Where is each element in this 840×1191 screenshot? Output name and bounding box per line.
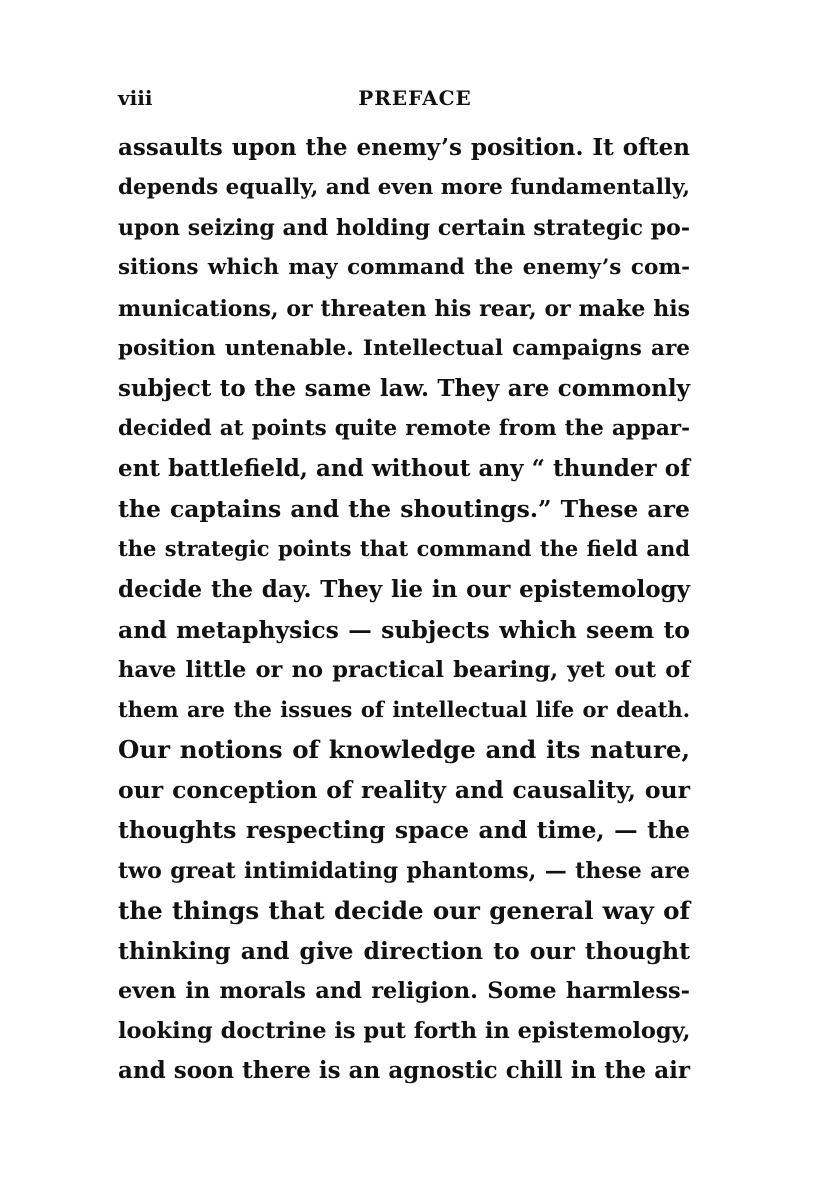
text-line: have little or no practical bearing, yet out of xyxy=(118,656,690,683)
text-line: thoughts respecting space and time, — the xyxy=(118,816,690,845)
text-line: even in morals and religion. Some harmless- xyxy=(118,977,690,1004)
text-line: decide the day. They lie in our epistemology xyxy=(118,575,690,603)
text-line: position untenable. Intellectual campaigns are xyxy=(118,335,690,361)
text-line: ent battlefield, and without any “ thunder of xyxy=(118,455,690,483)
text-line: sitions which may command the enemy’s com- xyxy=(118,255,690,281)
text-line: and metaphysics — subjects which seem to xyxy=(118,615,690,644)
text-line: depends equally, and even more fundamentally, xyxy=(118,175,690,201)
page-number: viii xyxy=(118,86,153,110)
text-line: assaults upon the enemy’s position. It often xyxy=(118,134,690,161)
text-line: the strategic points that command the field and xyxy=(118,536,690,562)
body-text xyxy=(118,128,690,1091)
text-line: Our notions of knowledge and its nature, xyxy=(118,735,690,765)
text-line: and soon there is an agnostic chill in the air xyxy=(118,1057,690,1085)
text-line: subject to the same law. They are commonly xyxy=(118,374,690,402)
text-line: the things that decide our general way of xyxy=(118,895,690,925)
text-line: munications, or threaten his rear, or make his xyxy=(118,295,690,322)
text-line: upon seizing and holding certain strategic po- xyxy=(118,215,690,242)
text-line: our conception of reality and causality, our xyxy=(118,776,690,805)
text-line: thinking and give direction to our thought xyxy=(118,936,690,965)
text-line: the captains and the shoutings.” These are xyxy=(118,495,690,524)
text-line: looking doctrine is put forth in epistemology, xyxy=(118,1018,691,1045)
text-line: two great intimidating phantoms, — these are xyxy=(118,857,690,884)
text-line: decided at points quite remote from the appar- xyxy=(118,415,690,441)
running-head xyxy=(118,86,692,116)
text-line: them are the issues of intellectual life or death. xyxy=(118,696,690,722)
page-title: PREFACE xyxy=(358,86,472,110)
